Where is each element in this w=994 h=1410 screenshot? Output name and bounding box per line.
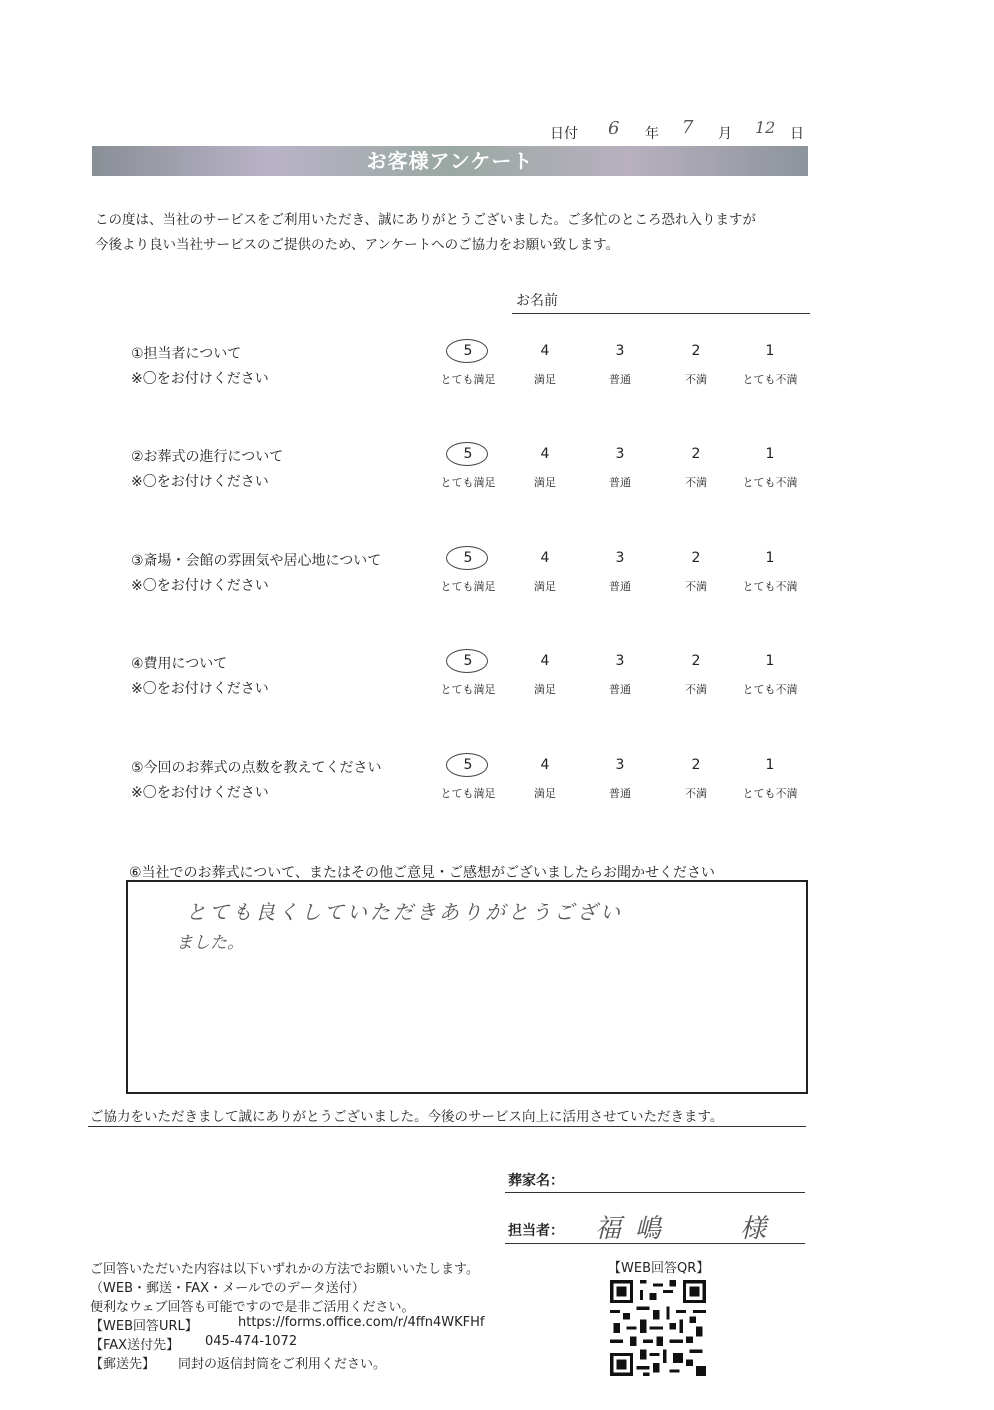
- rating-option-3[interactable]: 3: [615, 757, 625, 773]
- rating-label: 普通: [609, 683, 631, 696]
- comment-box[interactable]: [126, 880, 808, 1094]
- rating-label: とても満足: [440, 787, 496, 800]
- rating-label: 満足: [534, 580, 556, 593]
- selected-circle: [446, 339, 488, 363]
- name-underline[interactable]: [512, 313, 810, 314]
- selected-circle: [446, 546, 488, 570]
- rating-label: とても満足: [440, 476, 496, 489]
- rating-option-2[interactable]: 2: [691, 757, 701, 773]
- rating-option-5[interactable]: 5: [463, 653, 473, 669]
- comment-line-1: とても良くしていただきありがとうござい: [186, 900, 623, 924]
- question-note: ※〇をお付けください: [131, 578, 269, 594]
- question-note: ※〇をお付けください: [131, 474, 269, 490]
- rating-label: 満足: [534, 373, 556, 386]
- question-title: ③斎場・会館の雰囲気や居心地について: [131, 553, 382, 569]
- rating-option-3[interactable]: 3: [615, 550, 625, 566]
- intro-line-2: 今後より良い当社サービスのご提供のため、アンケートへのご協力をお願い致します。: [95, 237, 620, 253]
- rating-label: 不満: [685, 683, 707, 696]
- rating-option-4[interactable]: 4: [540, 757, 550, 773]
- staff-name: 福嶋: [595, 1214, 676, 1244]
- selected-circle: [446, 753, 488, 777]
- rating-label: とても不満: [742, 373, 798, 386]
- rating-option-4[interactable]: 4: [540, 446, 550, 462]
- rating-label: とても不満: [742, 580, 798, 593]
- day-value: 12: [755, 118, 776, 137]
- staff-honorific: 様: [740, 1214, 767, 1244]
- divider: [88, 1126, 806, 1127]
- selected-circle: [446, 649, 488, 673]
- rating-option-3[interactable]: 3: [615, 446, 625, 462]
- rating-option-5[interactable]: 5: [463, 550, 473, 566]
- staff-line: [505, 1243, 805, 1244]
- name-label: お名前: [516, 293, 558, 309]
- rating-label: 普通: [609, 476, 631, 489]
- year-unit: 年: [645, 126, 659, 142]
- rating-option-5[interactable]: 5: [463, 343, 473, 359]
- month-value: 7: [682, 117, 694, 138]
- rating-option-5[interactable]: 5: [463, 446, 473, 462]
- rating-label: とても不満: [742, 787, 798, 800]
- rating-option-4[interactable]: 4: [540, 343, 550, 359]
- question-title: ①担当者について: [131, 346, 242, 362]
- family-name-line[interactable]: [505, 1192, 805, 1193]
- rating-label: 普通: [609, 787, 631, 800]
- qr-code-icon[interactable]: [610, 1280, 706, 1376]
- comment-prompt: ⑥当社でのお葬式について、またはその他ご意見・ご感想がございましたらお聞かせください: [129, 865, 715, 881]
- footer-line-1: ご回答いただいた内容は以下いずれかの方法でお願いいたします。: [90, 1262, 479, 1277]
- rating-option-1[interactable]: 1: [765, 653, 775, 669]
- day-unit: 日: [790, 126, 804, 142]
- rating-option-2[interactable]: 2: [691, 653, 701, 669]
- family-name-label: 葬家名：: [508, 1173, 564, 1189]
- question-note: ※〇をお付けください: [131, 371, 269, 387]
- rating-label: とても満足: [440, 580, 496, 593]
- rating-label: とても不満: [742, 476, 798, 489]
- rating-option-2[interactable]: 2: [691, 550, 701, 566]
- rating-option-1[interactable]: 1: [765, 343, 775, 359]
- rating-option-2[interactable]: 2: [691, 343, 701, 359]
- rating-option-3[interactable]: 3: [615, 343, 625, 359]
- rating-option-1[interactable]: 1: [765, 550, 775, 566]
- rating-option-4[interactable]: 4: [540, 653, 550, 669]
- date-label: 日付: [550, 126, 578, 142]
- fax-label: 【FAX送付先】: [90, 1338, 180, 1353]
- year-value: 6: [608, 118, 620, 139]
- footer-line-2: （WEB・郵送・FAX・メールでのデータ送付）: [90, 1281, 365, 1296]
- footer-line-3: 便利なウェブ回答も可能ですので是非ご活用ください。: [90, 1300, 415, 1315]
- rating-option-4[interactable]: 4: [540, 550, 550, 566]
- qr-title: 【WEB回答QR】: [608, 1261, 710, 1276]
- rating-label: 不満: [685, 580, 707, 593]
- rating-option-1[interactable]: 1: [765, 446, 775, 462]
- mail-label: 【郵送先】: [90, 1357, 156, 1372]
- rating-option-1[interactable]: 1: [765, 757, 775, 773]
- rating-label: 不満: [685, 373, 707, 386]
- thanks-text: ご協力をいただきまして誠にありがとうございました。今後のサービス向上に活用させていただきます。: [90, 1109, 724, 1125]
- rating-label: 満足: [534, 683, 556, 696]
- rating-label: 普通: [609, 373, 631, 386]
- month-unit: 月: [718, 126, 732, 142]
- rating-option-2[interactable]: 2: [691, 446, 701, 462]
- fax-number: 045-474-1072: [205, 1334, 298, 1349]
- rating-label: とても満足: [440, 373, 496, 386]
- rating-option-5[interactable]: 5: [463, 757, 473, 773]
- rating-label: 満足: [534, 476, 556, 489]
- question-title: ④費用について: [131, 656, 228, 672]
- comment-line-2: ました。: [176, 933, 244, 953]
- question-note: ※〇をお付けください: [131, 681, 269, 697]
- intro-line-1: この度は、当社のサービスをご利用いただき、誠にありがとうございました。ご多忙のところ恐れ入りますが: [95, 212, 756, 228]
- rating-label: とても満足: [440, 683, 496, 696]
- web-url-label: 【WEB回答URL】: [90, 1319, 198, 1334]
- rating-label: 不満: [685, 476, 707, 489]
- question-note: ※〇をお付けください: [131, 785, 269, 801]
- question-title: ②お葬式の進行について: [131, 449, 284, 465]
- mail-text: 同封の返信封筒をご利用ください。: [178, 1357, 387, 1372]
- rating-label: とても不満: [742, 683, 798, 696]
- rating-label: 満足: [534, 787, 556, 800]
- rating-option-3[interactable]: 3: [615, 653, 625, 669]
- rating-label: 普通: [609, 580, 631, 593]
- question-title: ⑤今回のお葬式の点数を教えてください: [131, 760, 382, 776]
- selected-circle: [446, 442, 488, 466]
- survey-title-banner: お客様アンケート: [92, 146, 808, 176]
- web-url[interactable]: https://forms.office.com/r/4ffn4WKFHf: [238, 1315, 485, 1330]
- rating-label: 不満: [685, 787, 707, 800]
- staff-label: 担当者：: [508, 1223, 564, 1239]
